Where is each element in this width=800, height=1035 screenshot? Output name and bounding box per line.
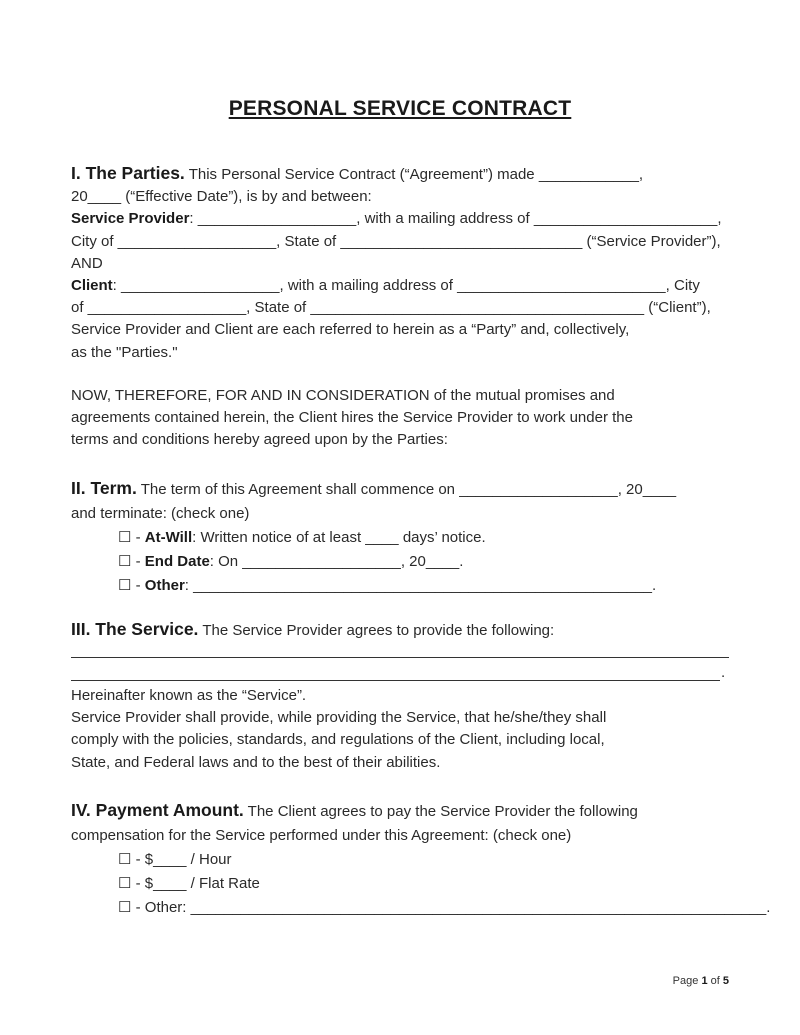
- service-provider-label: Service Provider: [71, 210, 190, 228]
- term-heading: II. Term.: [71, 478, 137, 498]
- payment-option-hour[interactable]: ☐ - $____ / Hour: [118, 851, 232, 868]
- service-line-5: State, and Federal laws and to the best of their abilities.: [71, 753, 441, 771]
- service-provider-line: : ___________________, with a mailing address of ______________________,: [189, 210, 722, 228]
- at-will-label: At-Will: [144, 529, 193, 546]
- at-will-text: : Written notice of at least ____ days’ notice.: [192, 529, 486, 546]
- payment-heading: IV. Payment Amount.: [71, 800, 244, 820]
- payment-option-other[interactable]: ☐ - Other: _____________________________________________________________________.: [118, 899, 771, 916]
- client-label: Client: [71, 277, 113, 295]
- parties-and: AND: [71, 254, 103, 272]
- term-line-2: and terminate: (check one): [71, 505, 250, 522]
- service-line-3: Service Provider shall provide, while providing the Service, that he/she/they shall: [71, 709, 607, 727]
- page-word: Page: [672, 975, 699, 987]
- page-current: 1: [701, 975, 708, 987]
- parties-line-1: This Personal Service Contract (“Agreement”) made ____________,: [184, 166, 644, 183]
- parties-line-2: 20____ (“Effective Date”), is by and between:: [71, 188, 372, 206]
- parties-heading: I. The Parties.: [71, 163, 185, 183]
- service-line-4: comply with the policies, standards, and regulations of the Client, including local,: [71, 731, 605, 749]
- term-line-1: The term of this Agreement shall commence on ___________________, 20____: [136, 481, 677, 498]
- term-option-other[interactable]: [71, 574, 736, 598]
- checkbox-icon[interactable]: ☐ -: [118, 553, 145, 570]
- parties-line-9: as the "Parties.": [71, 343, 178, 361]
- service-line-1: The Service Provider agrees to provide the following:: [198, 622, 555, 639]
- parties-line-4: City of ___________________, State of _____________________________ (“Service Provider”),: [71, 232, 721, 250]
- service-section: [71, 618, 736, 642]
- payment-section: [71, 798, 771, 920]
- service-description: [71, 685, 736, 774]
- checkbox-icon[interactable]: ☐ -: [118, 577, 145, 594]
- of-word: of: [710, 975, 720, 987]
- service-heading: III. The Service.: [71, 619, 199, 639]
- end-date-text: : On ___________________, 20____.: [209, 553, 464, 570]
- page-number: [673, 975, 729, 987]
- other-label: Other: [144, 577, 185, 594]
- parties-line-8: Service Provider and Client are each referred to herein as a “Party” and, collectively,: [71, 321, 630, 339]
- consideration-line-3: terms and conditions hereby agreed upon by the Parties:: [71, 431, 448, 449]
- service-line-end: .: [721, 664, 726, 681]
- payment-option-flat-rate[interactable]: ☐ - $____ / Flat Rate: [118, 875, 260, 892]
- end-date-label: End Date: [144, 553, 210, 570]
- client-line: : ___________________, with a mailing address of _________________________, City: [112, 277, 700, 295]
- parties-section: [71, 162, 736, 364]
- checkbox-icon[interactable]: ☐ -: [118, 529, 145, 546]
- page-total: 5: [722, 975, 729, 987]
- term-option-end-date[interactable]: [71, 550, 736, 574]
- term-option-at-will[interactable]: [71, 526, 736, 550]
- parties-line-7: of ___________________, State of ________________________________________ (“Client”),: [71, 299, 711, 317]
- consideration-line-1: NOW, THEREFORE, FOR AND IN CONSIDERATION of the mutual promises and: [71, 387, 615, 404]
- service-line-2: Hereinafter known as the “Service”.: [71, 687, 307, 704]
- service-blank-line-1[interactable]: [71, 657, 729, 658]
- payment-line-2: compensation for the Service performed under this Agreement: (check one): [71, 827, 572, 844]
- service-blank-line-2[interactable]: [71, 680, 720, 681]
- page-title: PERSONAL SERVICE CONTRACT: [228, 97, 572, 120]
- payment-line-1: The Client agrees to pay the Service Provider the following: [243, 803, 638, 820]
- consideration-paragraph: [71, 385, 736, 452]
- term-section: [71, 476, 736, 598]
- consideration-line-2: agreements contained herein, the Client hires the Service Provider to work under the: [71, 409, 633, 427]
- other-text: : _______________________________________________________.: [184, 577, 657, 594]
